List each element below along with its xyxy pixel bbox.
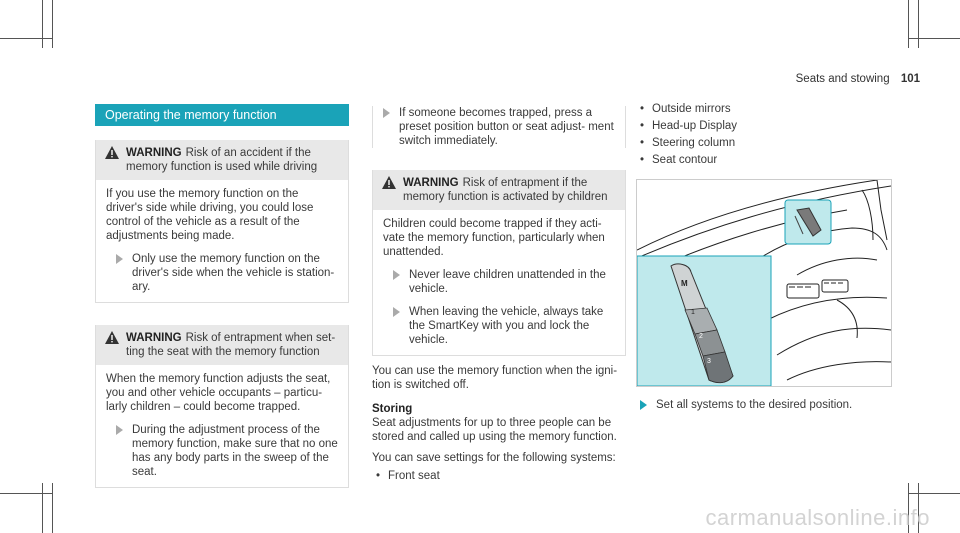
warning-label: WARNING: [403, 177, 459, 189]
warning-header: [96, 140, 348, 180]
memory-button-m: M: [681, 279, 688, 288]
crop-mark: [0, 38, 52, 39]
warning-body: [96, 365, 348, 487]
step-item: [106, 252, 338, 294]
warning-box-continued: [372, 106, 626, 148]
warning-text: Children could become trapped if they acti- vate the memory function, particularly when unattended.: [383, 218, 605, 258]
list-item: • Front seat: [372, 469, 626, 483]
crop-mark: [52, 0, 53, 48]
step-text: Never leave children unattended in the vehicle.: [409, 269, 606, 295]
step-item: [636, 398, 910, 412]
column-1: [95, 104, 349, 488]
crop-mark: [42, 0, 43, 48]
warning-label: WARNING: [126, 332, 182, 344]
warning-triangle-icon: [105, 146, 119, 159]
arrow-icon: [393, 270, 400, 280]
crop-mark: [918, 0, 919, 48]
crop-mark: [0, 493, 52, 494]
warning-header: [96, 325, 348, 365]
warning-title: Risk of entrapment if the memory function is activated by children: [403, 177, 608, 203]
step-item: [373, 106, 625, 148]
step-item: [383, 268, 615, 296]
step-text: When leaving the vehicle, always take the SmartKey with you and lock the vehicle.: [409, 306, 604, 346]
arrow-icon: [116, 254, 123, 264]
header-section: Seats and stowing: [795, 73, 890, 85]
step-item: [383, 305, 615, 347]
crop-mark: [908, 38, 960, 39]
warning-box: [95, 325, 349, 488]
subheading-storing: Storing: [372, 403, 413, 415]
paragraph: Seat adjustments for up to three people can be stored and called up using the memory function.: [372, 417, 617, 443]
warning-box: [95, 140, 349, 303]
warning-header: [373, 170, 625, 210]
step-text: Set all systems to the desired position.: [656, 399, 853, 411]
step-text: If someone becomes trapped, press a preset position button or seat adjust- ment switch immediately.: [399, 107, 614, 147]
list-item: • Outside mirrors: [636, 102, 891, 116]
systems-list-continued: [636, 102, 891, 167]
arrow-icon: [116, 425, 123, 435]
memory-button-2: 2: [699, 333, 703, 340]
crop-mark: [908, 493, 960, 494]
warning-text: If you use the memory function on the driver's side while driving, you could lose control of the vehicle as a result of the adjustments being made.: [106, 188, 314, 242]
paragraph: You can use the memory function when the igni- tion is switched off.: [372, 365, 618, 391]
warning-box: [372, 170, 626, 356]
warning-label: WARNING: [126, 147, 182, 159]
column-2: [372, 96, 626, 486]
warning-body: [373, 210, 625, 355]
step-item: [106, 423, 338, 479]
list-item: • Head-up Display: [636, 119, 891, 133]
page-number: 101: [900, 73, 920, 85]
crop-mark: [52, 483, 53, 533]
section-title: Operating the memory function: [95, 104, 349, 126]
arrow-icon: [393, 307, 400, 317]
list-item: • Steering column: [636, 136, 891, 150]
warning-text: When the memory function adjusts the seat, you and other vehicle occupants – particu- larly children – could become trapped.: [106, 373, 331, 413]
arrow-icon: [640, 400, 647, 410]
step-text: Only use the memory function on the driver's side when the vehicle is station- ary.: [132, 253, 335, 293]
crop-mark: [908, 0, 909, 48]
systems-list: [372, 469, 626, 483]
memory-button-1: 1: [691, 309, 695, 316]
warning-body: [96, 180, 348, 302]
memory-button-3: 3: [707, 358, 711, 365]
memory-buttons-figure: [636, 179, 892, 387]
step-text: During the adjustment process of the memory function, make sure that no one has any body parts in the sweep of the seat.: [132, 424, 338, 478]
list-item: • Seat contour: [636, 153, 891, 167]
running-header: [796, 72, 920, 86]
warning-title: Risk of entrapment when set- ting the seat with the memory function: [126, 332, 336, 358]
column-3: [636, 96, 891, 170]
warning-title: Risk of an accident if the memory function is used while driving: [126, 147, 318, 173]
door-panel-illustration: [637, 180, 891, 386]
crop-mark: [42, 483, 43, 533]
arrow-icon: [383, 108, 390, 118]
warning-triangle-icon: [105, 331, 119, 344]
watermark: carmanualsonline.info: [705, 505, 930, 530]
paragraph: You can save settings for the following systems:: [372, 452, 616, 464]
warning-triangle-icon: [382, 176, 396, 189]
